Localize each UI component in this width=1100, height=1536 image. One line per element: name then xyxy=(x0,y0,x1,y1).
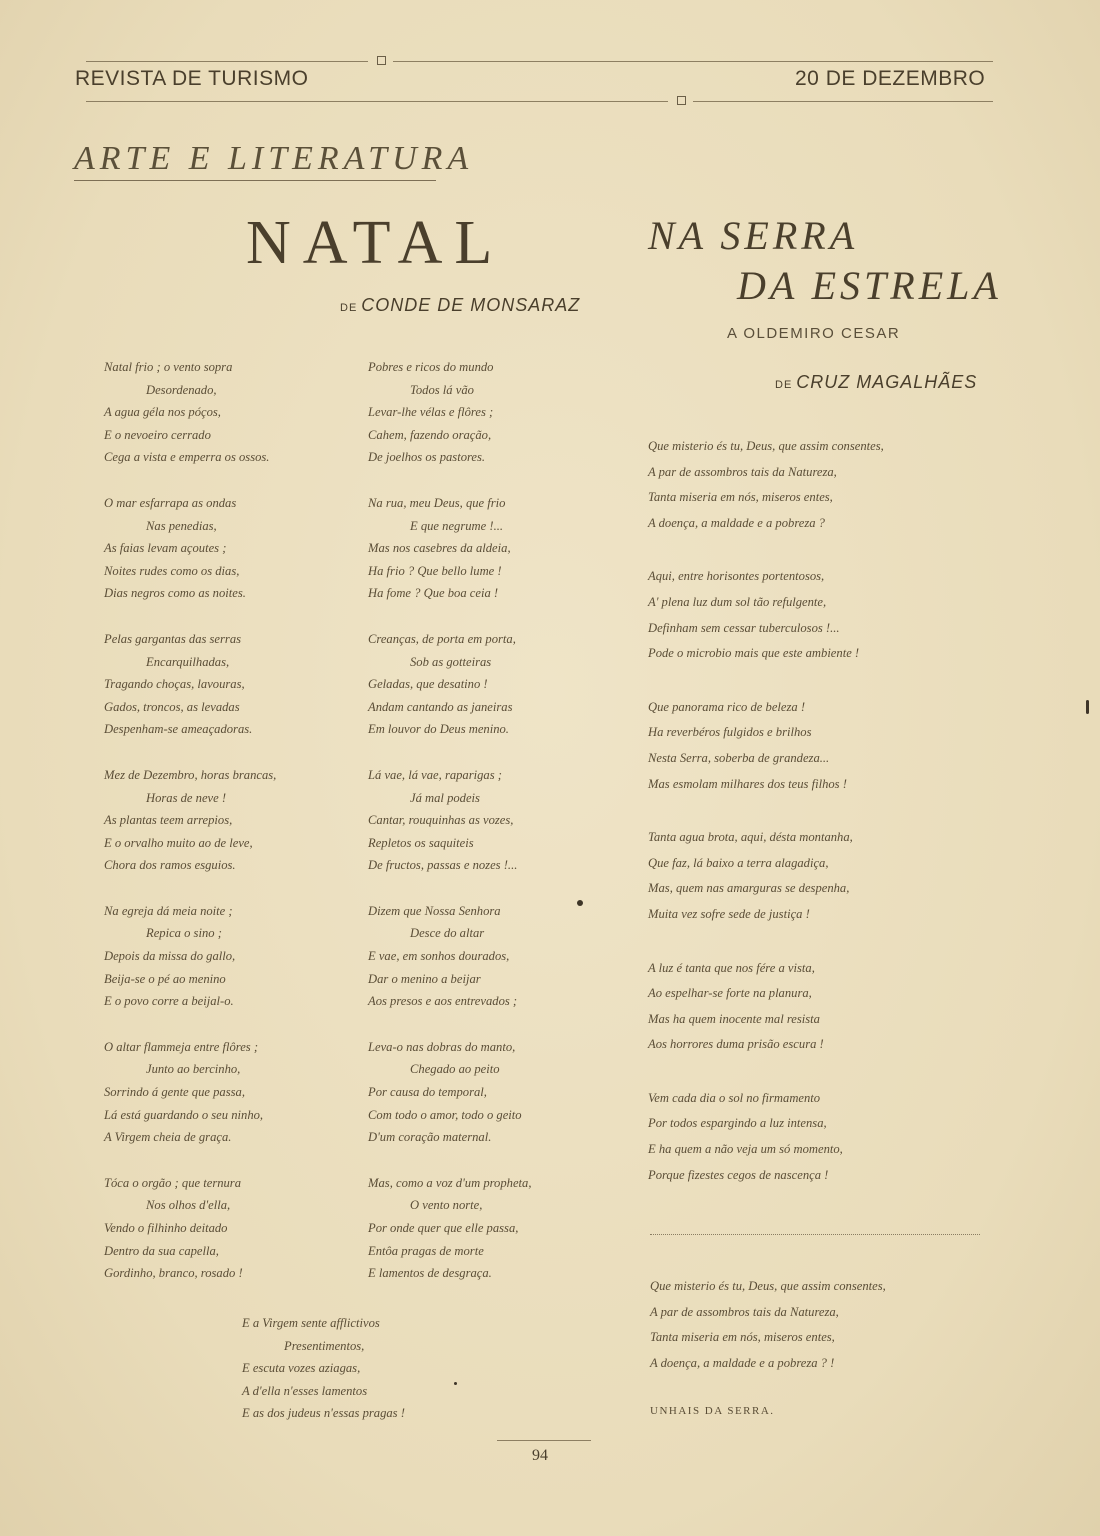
verse-line: Dizem que Nossa Senhora xyxy=(368,903,501,918)
ink-speck xyxy=(1086,700,1089,714)
stanza xyxy=(368,356,531,469)
verse-line: Tragando choças, lavouras, xyxy=(104,677,245,692)
verse-line: Dias negros como as noites. xyxy=(104,586,246,601)
verse-line: Definham sem cessar tuberculosos !... xyxy=(648,620,840,635)
poem2-separator xyxy=(650,1234,980,1235)
ink-speck xyxy=(577,900,583,906)
verse-line: Mas, como a voz d'um propheta, xyxy=(368,1175,532,1190)
magazine-name: REVISTA DE TURISMO xyxy=(75,67,309,90)
issue-date: 20 DE DEZEMBRO xyxy=(795,67,986,90)
verse-line: Aos presos e aos entrevados ; xyxy=(368,994,518,1009)
verse-line: O altar flammeja entre flôres ; xyxy=(104,1039,259,1054)
verse-line: Todos lá vão xyxy=(410,382,474,397)
poem2-signature: UNHAIS DA SERRA. xyxy=(650,1405,775,1417)
verse-line: A d'ella n'esses lamentos xyxy=(242,1383,368,1398)
verse-line: Dar o menino a beijar xyxy=(368,971,481,986)
verse-line: Aqui, entre horisontes portentosos, xyxy=(648,569,825,584)
verse-line: Cantar, rouquinhas as vozes, xyxy=(368,813,514,828)
verse-line: Desce do altar xyxy=(410,926,485,941)
verse-line: Por onde quer que elle passa, xyxy=(368,1221,519,1235)
verse-line: Vem cada dia o sol no firmamento xyxy=(648,1090,821,1105)
stanza xyxy=(368,628,531,741)
verse-line: Noites rudes como os dias, xyxy=(104,563,240,578)
poem1-title: NATAL xyxy=(246,209,505,277)
verse-line: Tanta miseria em nós, miseros entes, xyxy=(648,490,833,505)
verse-line: Natal frio ; o vento sopra xyxy=(104,360,233,374)
verse-line: Lá está guardando o seu ninho, xyxy=(104,1107,264,1122)
verse-line: E o orvalho muito ao de leve, xyxy=(104,835,253,850)
verse-line: Nesta Serra, soberba de grandeza... xyxy=(648,750,830,765)
poem2-title-line2: DA ESTRELA xyxy=(737,263,1002,308)
verse-line: Repica o sino ; xyxy=(146,926,222,941)
verse-line: A par de assombros tais da Natureza, xyxy=(650,1304,839,1319)
verse-line: Levar-lhe vélas e flôres ; xyxy=(368,405,494,420)
verse-line: Que misterio és tu, Deus, que assim consentes, xyxy=(648,439,884,453)
verse-line: Pode o microbio mais que este ambiente ! xyxy=(648,646,860,661)
verse-line: Porque fizestes cegos de nascença ! xyxy=(648,1167,829,1182)
stanza xyxy=(104,900,276,1013)
stanza xyxy=(368,1036,531,1149)
verse-line: Dentro da sua capella, xyxy=(104,1243,219,1258)
poem1-final-stanza xyxy=(242,1312,405,1425)
ink-speck xyxy=(454,1382,457,1385)
stanza xyxy=(648,956,884,1058)
verse-line: E vae, em sonhos dourados, xyxy=(368,949,510,964)
verse-line: Tóca o orgão ; que ternura xyxy=(104,1175,242,1190)
verse-line: A Virgem cheia de graça. xyxy=(104,1130,232,1145)
stanza xyxy=(104,628,276,741)
verse-line: Ha fome ? Que boa ceia ! xyxy=(368,586,499,601)
poem1-by-prefix: DE xyxy=(340,302,358,314)
verse-line: Gordinho, branco, rosado ! xyxy=(104,1266,243,1281)
poem1-byline xyxy=(340,295,580,316)
verse-line: Horas de neve ! xyxy=(146,790,227,805)
stanza xyxy=(650,1274,886,1376)
verse-line: Na egreja dá meia noite ; xyxy=(104,903,233,918)
verse-line: A par de assombros tais da Natureza, xyxy=(648,464,837,479)
verse-line: Chegado ao peito xyxy=(410,1062,500,1077)
verse-line: Ha reverbéros fulgidos e brilhos xyxy=(648,725,812,740)
verse-line: E a Virgem sente afflictivos xyxy=(242,1316,380,1330)
verse-line: Pelas gargantas das serras xyxy=(104,631,242,646)
verse-line: E que negrume !... xyxy=(410,518,504,533)
verse-line: O mar esfarrapa as ondas xyxy=(104,495,237,510)
verse-line: Creanças, de porta em porta, xyxy=(368,631,516,646)
verse-line: E as dos judeus n'essas pragas ! xyxy=(242,1406,405,1421)
verse-line: Chora dos ramos esguios. xyxy=(104,858,236,873)
verse-line: Que misterio és tu, Deus, que assim consentes, xyxy=(650,1279,886,1293)
header-ornament-top xyxy=(377,56,386,65)
verse-line: Tanta agua brota, aqui, désta montanha, xyxy=(648,830,853,845)
section-title-underline xyxy=(74,180,436,181)
stanza xyxy=(368,492,531,605)
verse-line: Pobres e ricos do mundo xyxy=(368,360,494,374)
verse-line: Que faz, lá baixo a terra alagadiça, xyxy=(648,855,829,870)
header-ornament-bottom xyxy=(677,96,686,105)
stanza xyxy=(104,492,276,605)
stanza xyxy=(368,900,531,1013)
poem2-column xyxy=(648,434,884,1188)
verse-line: E lamentos de desgraça. xyxy=(368,1266,492,1281)
stanza xyxy=(648,434,884,536)
verse-line: Sob as gotteiras xyxy=(410,654,492,669)
verse-line: E o nevoeiro cerrado xyxy=(104,427,211,442)
verse-line: Mas ha quem inocente mal resista xyxy=(648,1011,820,1026)
verse-line: Andam cantando as janeiras xyxy=(368,699,513,714)
verse-line: Desordenado, xyxy=(146,382,217,397)
poem2-author: CRUZ MAGALHÃES xyxy=(796,372,978,392)
verse-line: Nos olhos d'ella, xyxy=(146,1198,231,1213)
stanza xyxy=(648,1086,884,1188)
verse-line: Com todo o amor, todo o geito xyxy=(368,1107,522,1122)
verse-line: Tanta miseria em nós, miseros entes, xyxy=(650,1330,835,1345)
stanza xyxy=(104,1172,276,1285)
verse-line: Despenham-se ameaçadoras. xyxy=(104,722,253,737)
verse-line: De fructos, passas e nozes !... xyxy=(368,858,518,873)
header-rule-bottom-right xyxy=(693,101,993,102)
poem1-left-column xyxy=(104,356,276,1285)
verse-line: Vendo o filhinho deitado xyxy=(104,1221,228,1235)
verse-line: As faias levam açoutes ; xyxy=(104,541,227,556)
verse-line: As plantas teem arrepios, xyxy=(104,813,233,828)
verse-line: Presentimentos, xyxy=(284,1338,365,1353)
verse-line: A luz é tanta que nos fére a vista, xyxy=(648,960,815,975)
stanza xyxy=(104,1036,276,1149)
verse-line: E o povo corre a beijal-o. xyxy=(104,994,234,1009)
section-title: ARTE E LITERATURA xyxy=(74,140,474,177)
poem1-right-column xyxy=(368,356,531,1285)
verse-line: Junto ao bercinho, xyxy=(146,1062,241,1077)
verse-line: Leva-o nas dobras do manto, xyxy=(368,1039,516,1054)
verse-line: Encarquilhadas, xyxy=(146,654,230,669)
poem2-byline xyxy=(775,372,977,393)
header-rule-top-right xyxy=(393,61,993,62)
stanza xyxy=(648,695,884,797)
verse-line: Aos horrores duma prisão escura ! xyxy=(648,1037,824,1052)
verse-line: Por todos espargindo a luz intensa, xyxy=(648,1116,827,1131)
verse-line: De joelhos os pastores. xyxy=(368,450,486,465)
verse-line: E ha quem a não veja um só momento, xyxy=(648,1142,843,1157)
verse-line: Beija-se o pé ao menino xyxy=(104,971,226,986)
verse-line: D'um coração maternal. xyxy=(368,1130,492,1145)
poem1-author: CONDE DE MONSARAZ xyxy=(361,295,581,315)
poem2-closing-stanza xyxy=(650,1274,886,1376)
verse-line: Cega a vista e emperra os ossos. xyxy=(104,450,270,465)
header-rule-top-left xyxy=(86,61,368,62)
verse-line: A doença, a maldade e a pobreza ? ! xyxy=(650,1355,835,1370)
verse-line: Entôa pragas de morte xyxy=(368,1243,484,1258)
verse-line: O vento norte, xyxy=(410,1198,483,1213)
footer-rule xyxy=(497,1440,591,1441)
poem2-by-prefix: DE xyxy=(775,379,793,391)
verse-line: Gados, troncos, as levadas xyxy=(104,699,240,714)
verse-line: Mas esmolam milhares dos teus filhos ! xyxy=(648,776,847,791)
verse-line: A doença, a maldade e a pobreza ? xyxy=(648,515,825,530)
verse-line: Mez de Dezembro, horas brancas, xyxy=(104,767,277,782)
verse-line: Nas penedias, xyxy=(146,518,217,533)
verse-line: Ao espelhar-se forte na planura, xyxy=(648,986,812,1001)
verse-line: Por causa do temporal, xyxy=(368,1085,487,1100)
stanza xyxy=(368,764,531,877)
stanza xyxy=(104,764,276,877)
stanza xyxy=(104,356,276,469)
stanza xyxy=(242,1312,405,1425)
verse-line: Que panorama rico de beleza ! xyxy=(648,699,806,714)
verse-line: A' plena luz dum sol tão refulgente, xyxy=(648,594,827,609)
verse-line: A agua géla nos póços, xyxy=(104,405,221,420)
page-number: 94 xyxy=(532,1447,548,1464)
verse-line: E escuta vozes aziagas, xyxy=(242,1361,361,1376)
stanza xyxy=(368,1172,531,1285)
verse-line: Mas, quem nas amarguras se despenha, xyxy=(648,881,850,896)
poem2-dedication: A OLDEMIRO CESAR xyxy=(727,325,901,342)
verse-line: Depois da missa do gallo, xyxy=(104,949,236,964)
header-rule-bottom-left xyxy=(86,101,668,102)
verse-line: Repletos os saquiteis xyxy=(368,835,474,850)
verse-line: Na rua, meu Deus, que frio xyxy=(368,495,506,510)
stanza xyxy=(648,564,884,666)
verse-line: Sorrindo á gente que passa, xyxy=(104,1085,245,1100)
verse-line: Muita vez sofre sede de justiça ! xyxy=(648,906,810,921)
verse-line: Geladas, que desatino ! xyxy=(368,677,488,692)
stanza xyxy=(648,825,884,927)
verse-line: Ha frio ? Que bello lume ! xyxy=(368,563,502,578)
verse-line: Lá vae, lá vae, raparigas ; xyxy=(368,767,502,782)
verse-line: Em louvor do Deus menino. xyxy=(368,722,509,737)
verse-line: Mas nos casebres da aldeia, xyxy=(368,541,511,556)
verse-line: Cahem, fazendo oração, xyxy=(368,427,492,442)
verse-line: Já mal podeis xyxy=(410,790,480,805)
poem2-title-line1: NA SERRA xyxy=(648,213,859,258)
